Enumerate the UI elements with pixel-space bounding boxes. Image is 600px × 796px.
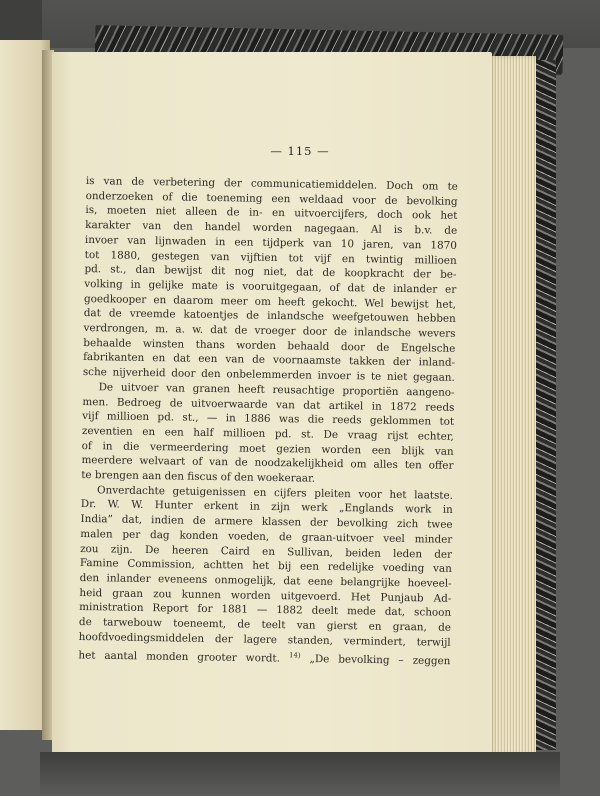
text-line: tot 1880, gestegen van vijftien tot vijf en twintig millioen [84,248,457,267]
text-line: onderzoeken of die toeneming een weldaad voor de bevolking [85,189,458,208]
text-fragment: het aantal monden grooter wordt. [78,648,281,665]
text-line: fabrikanten en dat een van de voornaamste takken der inland- [83,351,456,370]
text-line: te brengen aan den fiscus of den woekeraar. [81,469,316,485]
text-line: ministration Report for 1881 — 1882 deelt mede dat, schoon [79,601,452,620]
page-block-edges [488,56,536,756]
text-line: India” dat, indien de armere klassen der bevolking zich twee [80,513,453,531]
page-number: — 115 — [270,144,330,158]
text-line: zeventien en een half millioen pd. st. De vraag rijst echter, [81,424,455,443]
text-line: Dr. W. W. Hunter erkent in zijn werk „Englands work in [80,498,453,517]
page-text [78,174,458,668]
text-line: men. Bedroeg de uitvoerwaarde van dat artikel in 1872 reeds [82,395,455,414]
text-line: zou zijn. De heeren Caird en Sullivan, beiden leden der [80,542,453,561]
text-fragment: „De bevolking – zeggen [309,652,451,667]
text-line: hoofdvoedingsmiddelen der lagere standen, vermindert, terwijl [78,630,451,649]
text-line: is, moeten niet alleen de in- en uitvoercijfers, doch ook het [85,204,458,223]
text-line: of in die vermeerdering moet gezien worden een blijk van [81,439,454,458]
text-line: volking in gelijke mate is vooruitgegaan, of dat de inlander er [84,277,457,296]
text-line: heid graan zou kunnen worden uitgevoerd. Het Punjaub Ad- [79,586,452,605]
text-line: dat de vreemde katoentjes de inlandsche weefgetouwen hebben [83,307,456,326]
text-line: is van de verbetering der communicatiemiddelen. Doch om te [85,174,458,193]
background-bottom [40,752,560,796]
text-line: Onverdachte getuigenissen en cijfers pleiten voor het laatste. [96,483,454,502]
text-line: karakter van den handel worden nagegaan. Al is b.v. de [85,219,458,237]
text-line: pd. st., dan bewijst dit nog niet, dat de koopkracht der be- [84,263,457,282]
text-line: vijf millioen pd. st., — in 1886 was die reeds geklommen tot [82,410,455,429]
text-line: meerdere welvaart of van de noodzakelijkheid om alles ten offer [81,454,454,473]
text-line: invoer van lijnwaden in een tijdperk van 10 jaren, van 1870 [84,233,458,252]
paragraph-3 [78,483,453,669]
text-line: behaalde winsten thans worden behaald door de Engelsche [83,336,456,355]
paragraph-2 [81,380,455,489]
text-line: de tarwebouw toeneemt, de teelt van gierst en graan, de [78,616,452,634]
text-line: malen per dag konden voeden, de graan-uitvoer veel minder [80,527,453,546]
paragraph-1 [83,174,458,386]
footnote-marker: 14) [288,650,301,659]
text-line: den inlander eveneens onmogelijk, dat eene belangrijke hoeveel- [79,571,452,590]
text-line: verdrongen, m. a. w. dat de vroeger door de inlandsche wevers [83,322,456,340]
text-line: De uitvoer van granen heeft reusachtige proportiën aangeno- [98,381,455,399]
text-line: sche nijverheid door den onbelemmerden invoer is te niet gegaan. [82,366,455,384]
text-line: goedkooper en daarom meer om heeft gekocht. Wel bewijst het, [83,292,457,311]
text-line: Famine Commission, achtten het bij een redelijke voeding van [79,557,452,576]
